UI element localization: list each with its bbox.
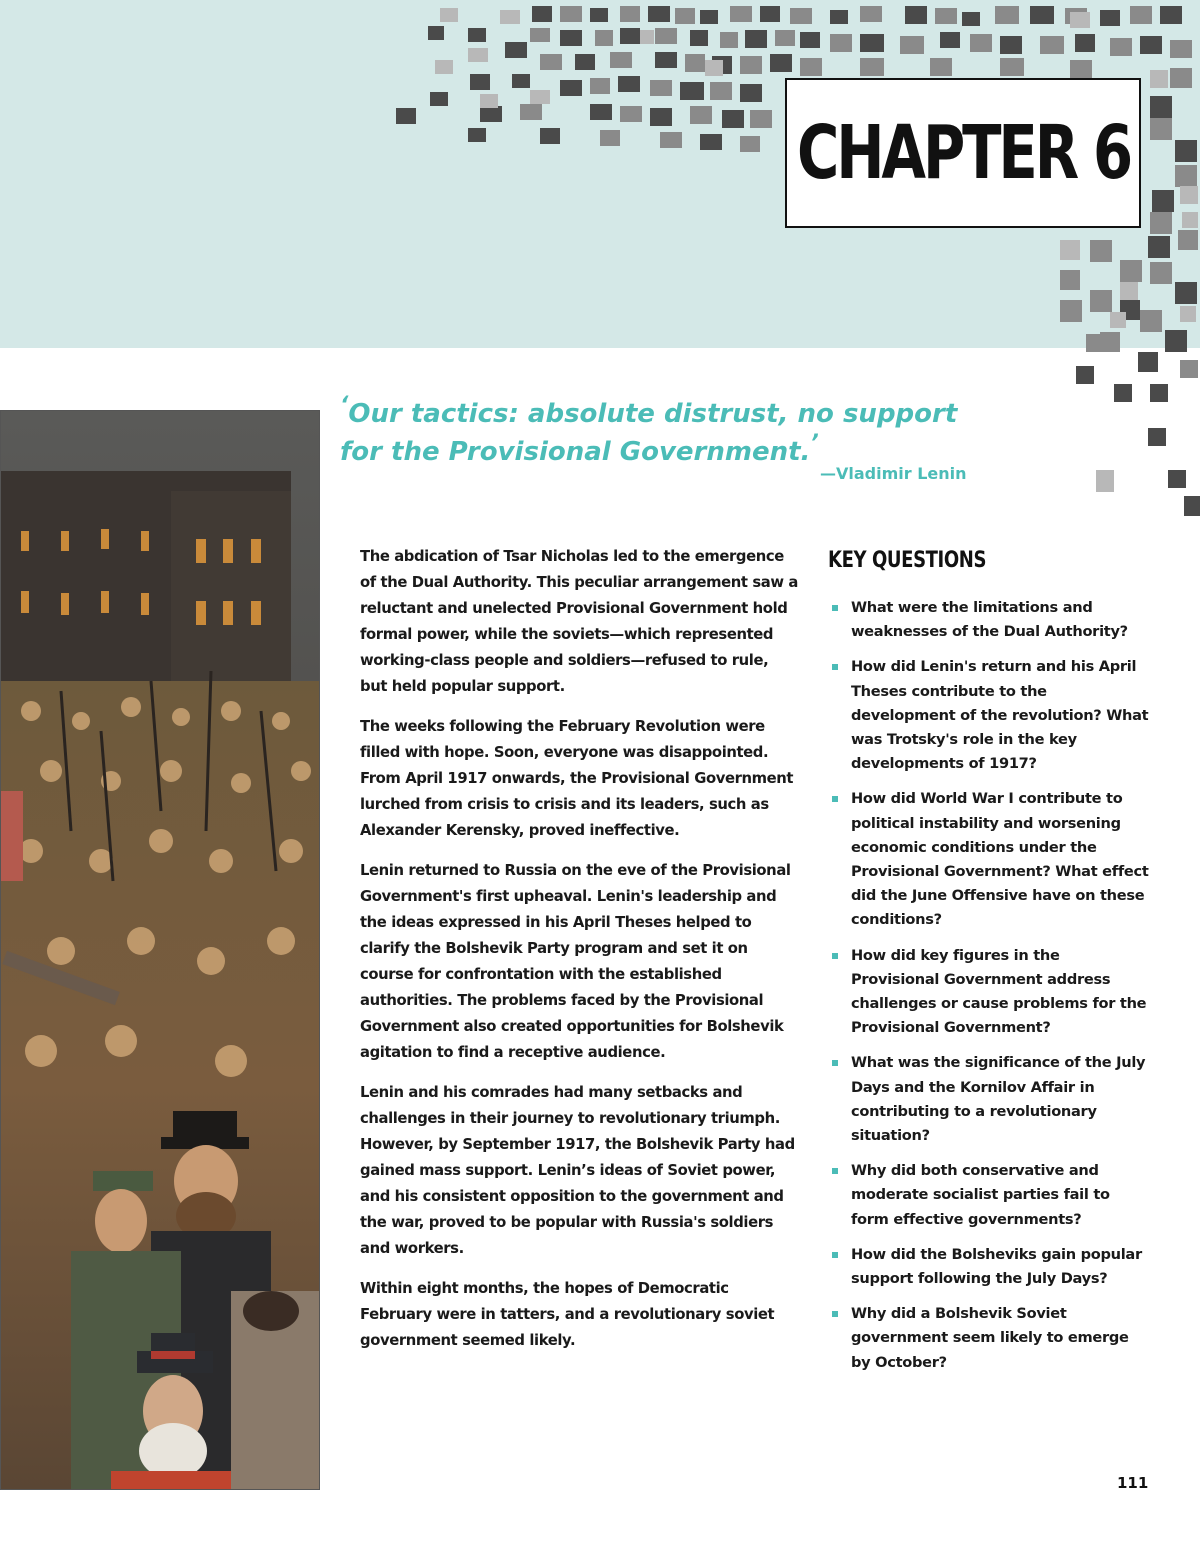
revolution-painting xyxy=(0,410,320,1490)
key-question-text: Why did both conservative and moderate socialist parties fail to form effective governments? xyxy=(851,1162,1110,1228)
key-question-item xyxy=(832,1159,1152,1232)
bullet-square-icon xyxy=(832,1252,838,1258)
key-question-text: How did World War I contribute to political instability and worsening economic conditions under the Provisional Government? What effect did the June Offensive have on these conditions? xyxy=(851,790,1149,929)
key-question-text: How did the Bolsheviks gain popular support following the July Days? xyxy=(851,1245,1142,1288)
bullet-square-icon xyxy=(832,1060,838,1066)
bullet-square-icon xyxy=(832,796,838,802)
key-questions-heading: KEY QUESTIONS xyxy=(828,548,987,573)
key-question-item xyxy=(832,655,1152,776)
body-paragraph: The abdication of Tsar Nicholas led to the emergence of the Dual Authority. This peculiar arrangement saw a reluctant and unelected Provisional Government hold formal power, while the soviets—which represented working-class people and soldiers—refused to rule, but held popular support. xyxy=(360,548,798,695)
key-question-item xyxy=(832,1243,1152,1291)
key-question-text: What was the significance of the July Days and the Kornilov Affair in contributing to a revolutionary situation? xyxy=(851,1054,1146,1145)
body-paragraph: The weeks following the February Revolution were filled with hope. Soon, everyone was disappointed. From April 1917 onwards, the Provisional Government lurched from crisis to crisis and its leaders, such as Alexander Kerensky, proved ineffective. xyxy=(360,718,794,839)
key-question-item xyxy=(832,1302,1152,1375)
key-question-item xyxy=(832,1051,1152,1148)
key-question-text: What were the limitations and weaknesses of the Dual Authority? xyxy=(851,599,1128,641)
body-paragraph: Lenin returned to Russia on the eve of the Provisional Government's first upheaval. Lenin's leadership and the ideas expressed in his April Theses helped to clarify the Bolshevik Party program and set it on course for confrontation with the established authorities. The problems faced by the Provisional Government also created opportunities for Bolshevik agitation to find a receptive audience. xyxy=(360,862,791,1061)
key-questions-list xyxy=(832,596,1152,1386)
bullet-square-icon xyxy=(832,605,838,611)
quote-text: Our tactics: absolute distrust, no support for the Provisional Government. xyxy=(340,399,958,467)
bullet-square-icon xyxy=(832,1168,838,1174)
quote-close-mark: ’ xyxy=(810,431,819,456)
key-question-item xyxy=(832,596,1152,644)
body-paragraph: Within eight months, the hopes of Democratic February were in tatters, and a revolutionary soviet government seemed likely. xyxy=(360,1280,775,1349)
chapter-title-box xyxy=(785,78,1141,228)
key-question-text: How did key figures in the Provisional Government address challenges or cause problems for the Provisional Government? xyxy=(851,946,1147,1037)
key-question-item xyxy=(832,944,1152,1041)
key-question-text: How did Lenin's return and his April Theses contribute to the development of the revolution? What was Trotsky's role in the key developments of 1917? xyxy=(851,658,1149,773)
chapter-title: CHAPTER 6 xyxy=(796,110,1130,196)
bullet-square-icon xyxy=(832,953,838,959)
epigraph-quote xyxy=(340,393,960,472)
key-question-item xyxy=(832,787,1152,932)
quote-attribution: —Vladimir Lenin xyxy=(820,464,967,483)
intro-body-text xyxy=(360,544,800,1368)
quote-open-mark: ‘ xyxy=(340,393,349,418)
bullet-square-icon xyxy=(832,1311,838,1317)
bullet-square-icon xyxy=(832,664,838,670)
body-paragraph: Lenin and his comrades had many setbacks and challenges in their journey to revolutionary triumph. However, by September 1917, the Bolshevik Party had gained mass support. Lenin’s ideas of Soviet power, and his consistent opposition to the government and the war, proved to be popular with Russia's soldiers and workers. xyxy=(360,1084,795,1257)
key-question-text: Why did a Bolshevik Soviet government seem likely to emerge by October? xyxy=(851,1305,1129,1371)
page-number: 111 xyxy=(1117,1474,1149,1492)
